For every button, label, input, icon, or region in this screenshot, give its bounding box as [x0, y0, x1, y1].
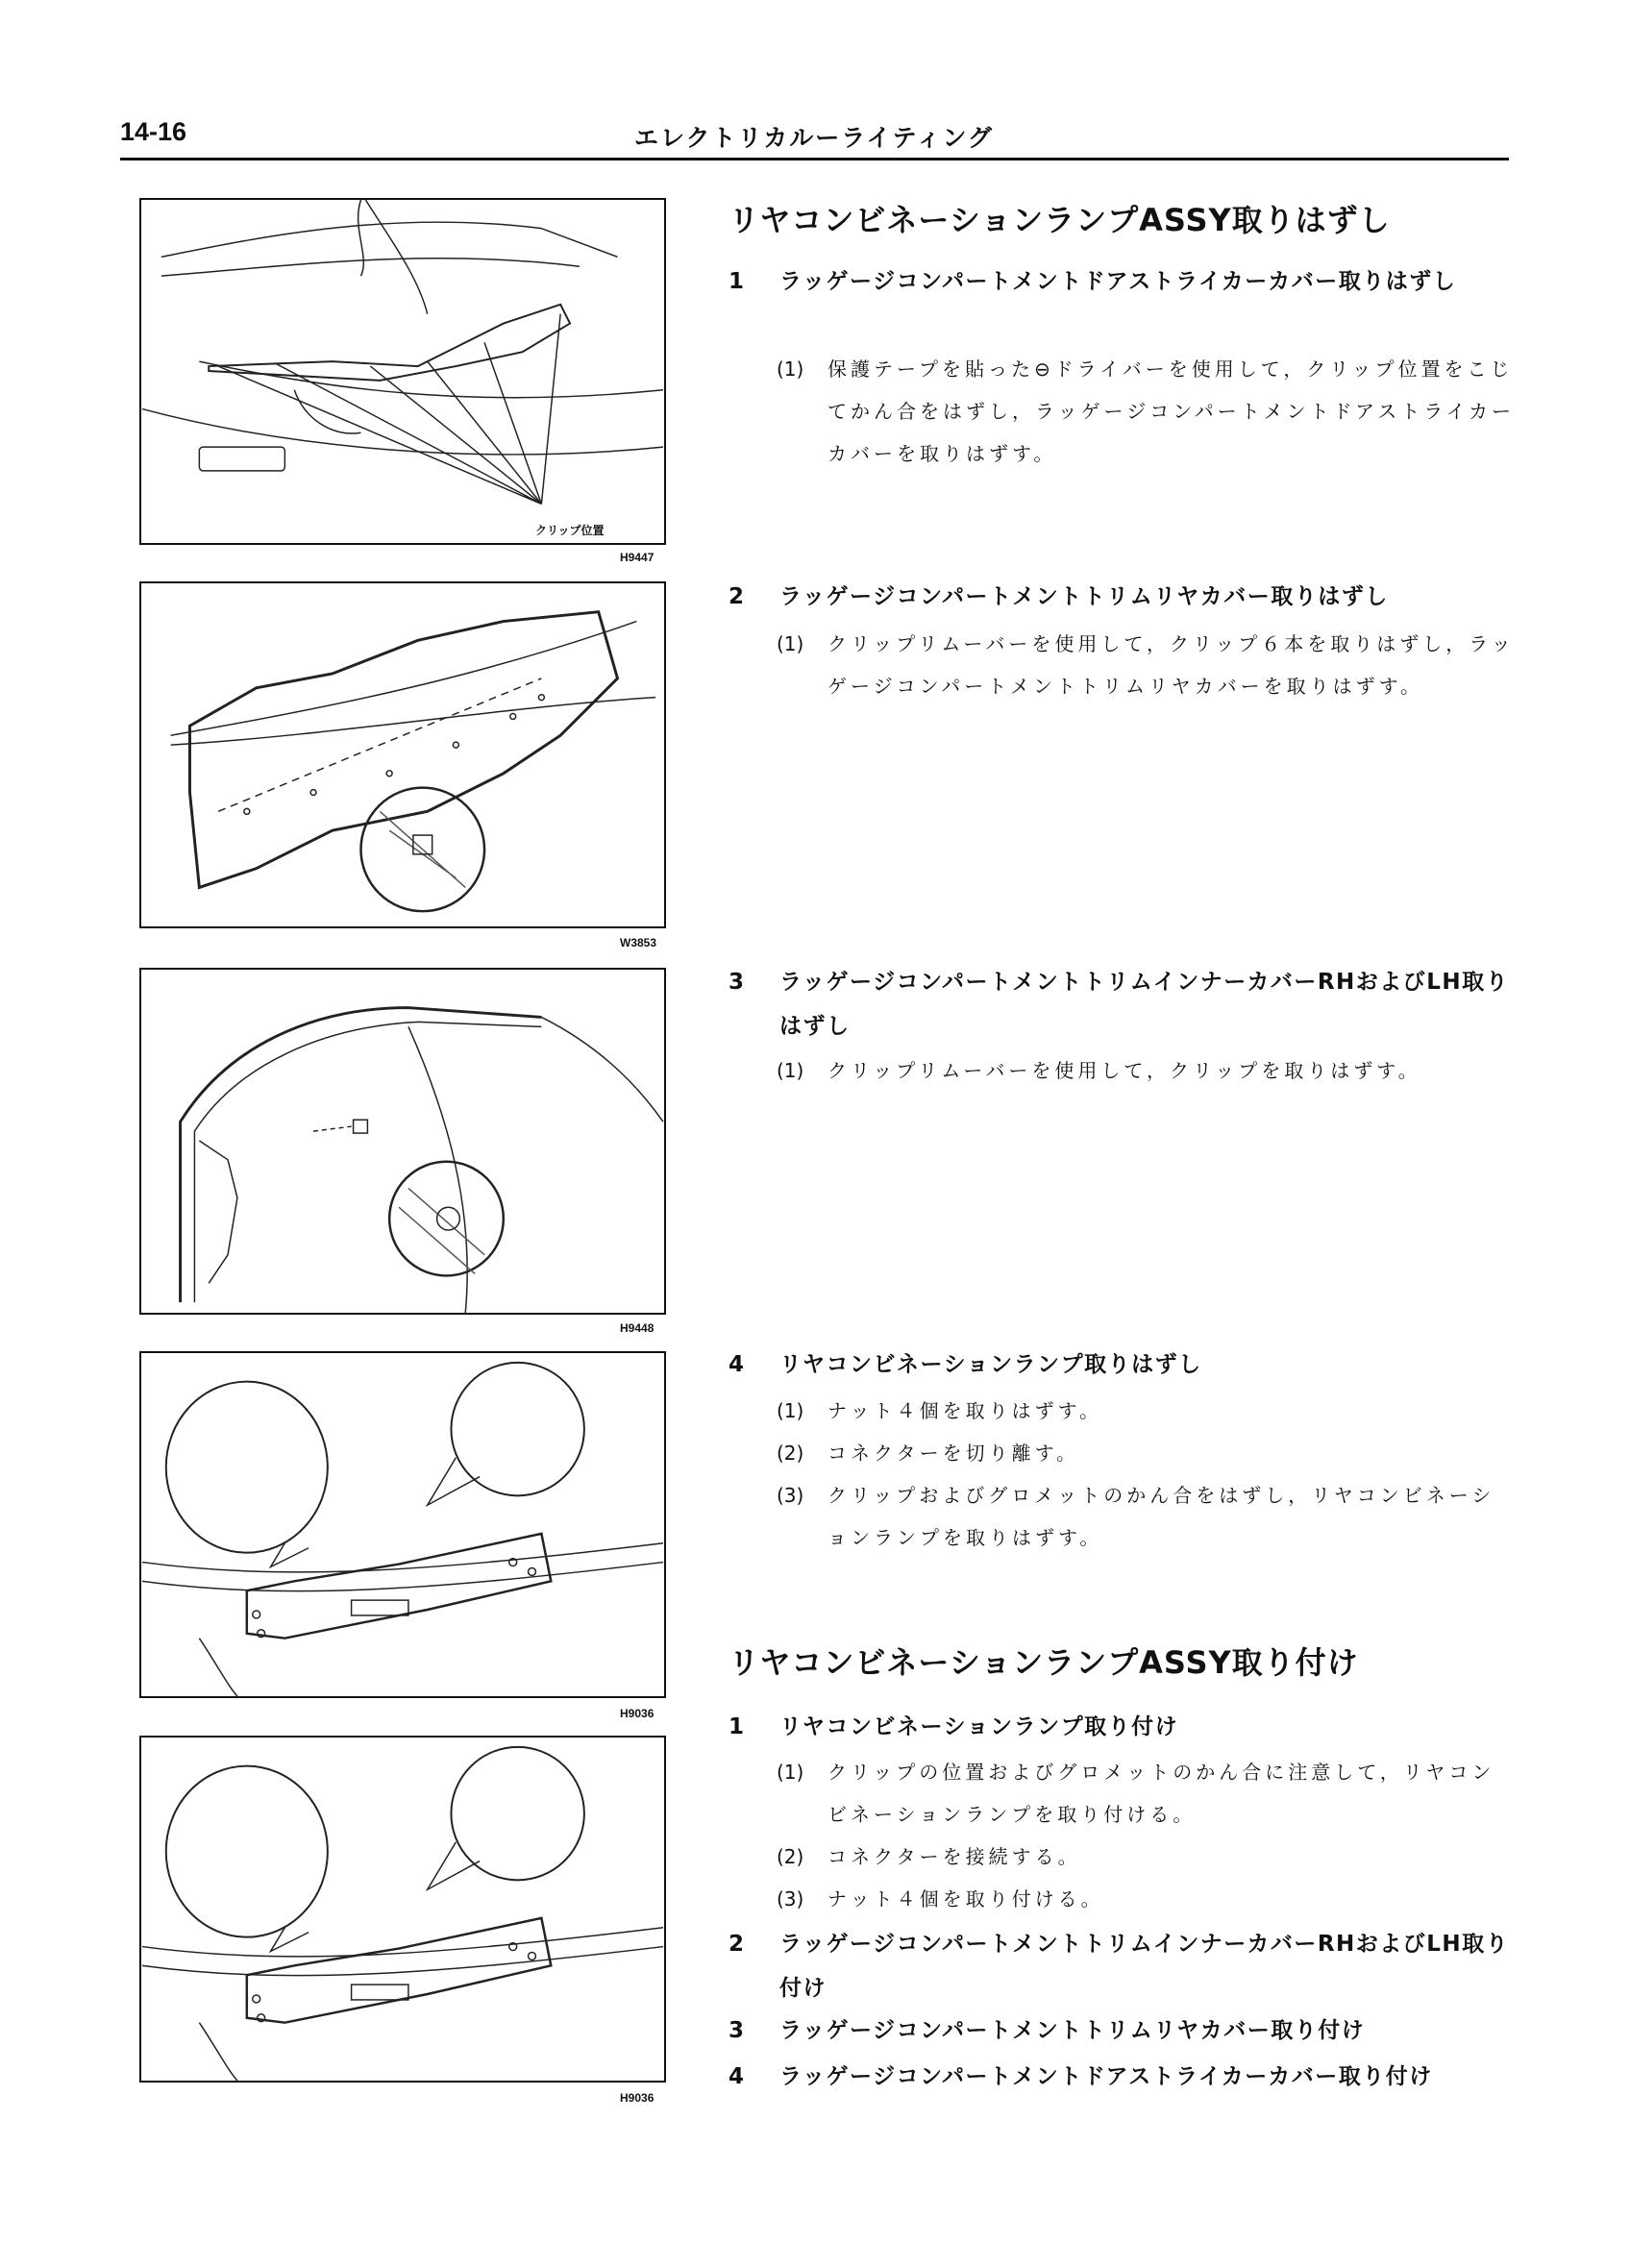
substep-text: クリップリムーバーを使用して，クリップを取りはずす。 [827, 1059, 1421, 1082]
install-step-1-sub-1 [777, 1751, 1517, 1836]
removal-step-4 [729, 1343, 1517, 1387]
step-number: 4 [729, 2064, 745, 2089]
install-step-4 [729, 2055, 1517, 2099]
section-title-installation: リヤコンビネーションランプASSY取り付け [729, 1644, 1359, 1681]
substep-text: クリップの位置およびグロメットのかん合に注意して，リヤコンビネーションランプを取り付ける。 [827, 1761, 1495, 1826]
substep-number: (1) [777, 1399, 804, 1422]
figure-rear-combination-lamp-installation [139, 1736, 666, 2083]
step-text: ラッゲージコンパートメントドアストライカーカバー取りはずし [779, 269, 1457, 294]
install-step-2 [729, 1922, 1517, 2010]
install-step-1 [729, 1705, 1517, 1749]
step-text: リヤコンビネーションランプ取りはずし [779, 1352, 1202, 1377]
substep-text: コネクターを切り離す。 [827, 1442, 1079, 1465]
substep-text: ナット４個を取り付ける。 [827, 1887, 1104, 1911]
step-number: 3 [729, 970, 745, 995]
figure-trim-rear-cover [139, 581, 666, 928]
substep-text: クリップおよびグロメットのかん合をはずし，リヤコンビネーションランプを取りはずす。 [827, 1484, 1495, 1549]
substep-text: ナット４個を取りはずす。 [827, 1399, 1102, 1422]
step-number: 2 [729, 1932, 745, 1957]
substep-number: (3) [777, 1887, 804, 1911]
figure-id: H9447 [620, 551, 654, 564]
figure-id: H9036 [620, 1707, 654, 1720]
install-step-1-sub-2 [777, 1836, 1517, 1878]
substep-text: コネクターを接続する。 [827, 1845, 1081, 1868]
figure-striker-cover [139, 198, 666, 545]
removal-step-4-sub-1 [777, 1390, 1517, 1432]
removal-step-2 [729, 575, 1517, 619]
substep-number: (1) [777, 357, 804, 381]
removal-step-3-sub-1 [777, 1049, 1517, 1092]
removal-step-1 [729, 259, 1517, 304]
substep-number: (2) [777, 1845, 804, 1868]
page-number: 14-16 [120, 117, 187, 146]
figure-id: H9036 [620, 2091, 654, 2105]
step-text: ラッゲージコンパートメントドアストライカーカバー取り付け [779, 2064, 1433, 2089]
step-text: ラッゲージコンパートメントトリムリヤカバー取りはずし [779, 584, 1389, 609]
removal-step-3 [729, 960, 1517, 1048]
step-number: 4 [729, 1352, 745, 1377]
step-text: ラッゲージコンパートメントトリムインナーカバーRHおよびLH取りはずし [779, 970, 1510, 1039]
install-step-1-sub-3 [777, 1878, 1517, 1920]
header-rule [120, 158, 1509, 160]
clip-position-label: クリップ位置 [535, 524, 605, 537]
figure-rear-combination-lamp-removal [139, 1351, 666, 1698]
step-text: ラッゲージコンパートメントトリムリヤカバー取り付け [779, 2018, 1366, 2043]
removal-step-1-sub-1 [777, 348, 1517, 475]
step-number: 1 [729, 1714, 745, 1739]
substep-number: (1) [777, 1059, 804, 1082]
step-number: 1 [729, 269, 745, 294]
substep-text: クリップリムーバーを使用して，クリップ６本を取りはずし，ラッゲージコンパートメントトリムリヤカバーを取りはずす。 [827, 632, 1515, 698]
removal-step-4-sub-3 [777, 1474, 1517, 1559]
removal-step-4-sub-2 [777, 1432, 1517, 1474]
step-text: リヤコンビネーションランプ取り付け [779, 1714, 1179, 1739]
running-title: エレクトリカルーライティング [634, 124, 995, 152]
section-title-removal: リヤコンビネーションランプASSY取りはずし [729, 202, 1391, 238]
figure-id: H9448 [620, 1321, 654, 1335]
figure-trim-inner-cover [139, 968, 666, 1315]
substep-number: (3) [777, 1484, 804, 1507]
figure-id: W3853 [620, 936, 657, 949]
install-step-3 [729, 2009, 1517, 2053]
substep-number: (1) [777, 1761, 804, 1784]
substep-text: 保護テープを貼った⊖ドライバーを使用して，クリップ位置をこじてかん合をはずし，ラッゲージコンパートメントドアストライカーカバーを取りはずす。 [827, 357, 1515, 465]
substep-number: (2) [777, 1442, 804, 1465]
step-number: 3 [729, 2018, 745, 2043]
substep-number: (1) [777, 632, 804, 655]
step-text: ラッゲージコンパートメントトリムインナーカバーRHおよびLH取り付け [779, 1932, 1510, 2001]
step-number: 2 [729, 584, 745, 609]
removal-step-2-sub-1 [777, 623, 1517, 707]
